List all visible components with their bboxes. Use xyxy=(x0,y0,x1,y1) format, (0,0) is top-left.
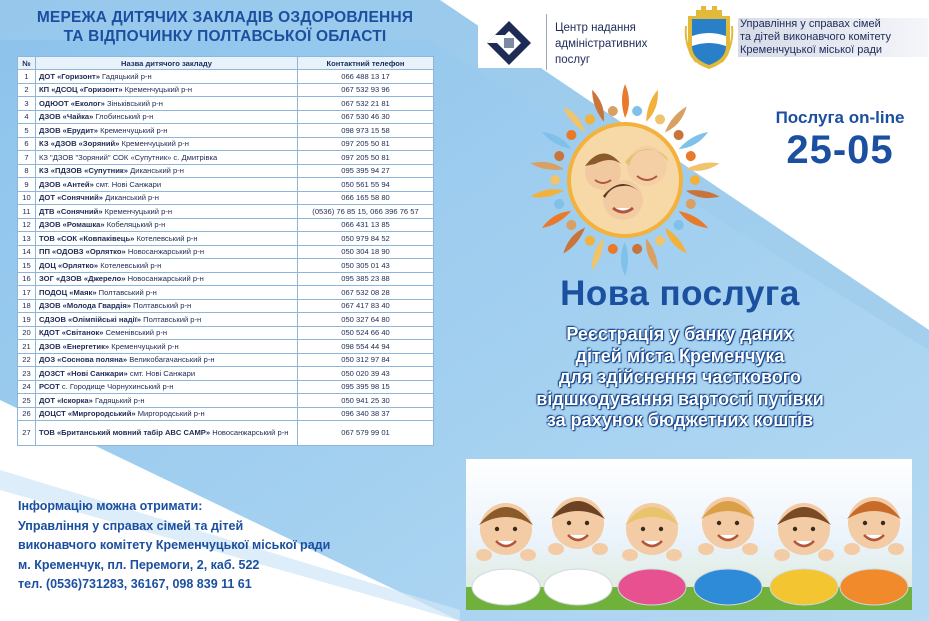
row-name xyxy=(36,164,298,178)
row-phone: 067 532 08 28 xyxy=(298,286,434,300)
row-name-rest: Великобагачанський р-н xyxy=(127,355,215,365)
row-name xyxy=(36,97,298,111)
row-name-bold: ТОВ «Британський мовний табір ABC CAMP» xyxy=(39,428,211,437)
row-num: 17 xyxy=(18,286,36,300)
row-phone: (0536) 76 85 15, 066 396 76 57 xyxy=(298,205,434,219)
row-name-bold: ДЗОВ «Ромашка» xyxy=(39,220,105,230)
table-row xyxy=(18,124,434,138)
row-name-bold: ДЗОВ «Енергетик» xyxy=(39,341,110,351)
table-row xyxy=(18,340,434,354)
table-row xyxy=(18,299,434,313)
cnap-line-1: Центр надання xyxy=(555,22,636,34)
table-row xyxy=(18,191,434,205)
table-row xyxy=(18,232,434,246)
row-name-rest: Кобеляцький р-н xyxy=(104,220,166,230)
table-header-row xyxy=(18,57,434,70)
children-photo xyxy=(466,459,912,610)
sun-dot xyxy=(653,113,667,127)
row-name-rest: Кременчуцький р-н xyxy=(109,341,179,351)
row-name xyxy=(36,367,298,381)
table-row xyxy=(18,421,434,446)
row-name-bold: ДЗОВ «Чайка» xyxy=(39,112,94,122)
row-name xyxy=(36,286,298,300)
desc-line-2: дітей міста Кременчука xyxy=(575,345,785,366)
row-name-rest: Новосанжарський р-н xyxy=(125,274,204,284)
row-name-rest: Полтавський р-н xyxy=(141,314,202,324)
row-num: 22 xyxy=(18,353,36,367)
row-name xyxy=(36,83,298,97)
dept-line-3: Кременчуцької міської ради xyxy=(738,44,928,57)
row-num: 21 xyxy=(18,340,36,354)
row-phone: 050 312 97 84 xyxy=(298,353,434,367)
row-num: 12 xyxy=(18,218,36,232)
table-row xyxy=(18,70,434,84)
row-name-rest: Кременчуцький р-н xyxy=(102,206,173,216)
table-row xyxy=(18,380,434,394)
row-phone: 097 205 50 81 xyxy=(298,151,434,165)
row-num: 24 xyxy=(18,380,36,394)
row-name-rest: Зіньківський р-н xyxy=(104,98,163,108)
sun-ray xyxy=(686,160,721,173)
new-service-headline: Нова послуга xyxy=(560,274,800,313)
row-num: 11 xyxy=(18,205,36,219)
row-name-bold: ДЗОВ «Ерудит» xyxy=(39,125,98,135)
row-phone: 066 431 13 85 xyxy=(298,218,434,232)
sun-dot xyxy=(684,150,697,163)
dept-line-1: Управління у справах сімей xyxy=(738,18,928,31)
sun-ray xyxy=(561,104,588,135)
row-name xyxy=(36,245,298,259)
row-name-bold: ТОВ «СОК «Ковпаківець» xyxy=(39,233,135,243)
row-name-bold: ДОЦСТ «Миргородський» xyxy=(39,409,136,419)
row-phone: 050 305 01 43 xyxy=(298,259,434,273)
row-num: 8 xyxy=(18,164,36,178)
row-name-bold: КП «ДСОЦ «Горизонт» xyxy=(39,85,123,95)
table-row xyxy=(18,407,434,421)
row-name-rest: Семенівський р-н xyxy=(103,328,168,338)
row-name-bold: ДЗОВ «Молода Гвардія» xyxy=(39,301,132,311)
table-row xyxy=(18,272,434,286)
cnap-name xyxy=(555,20,680,68)
row-phone: 067 417 83 40 xyxy=(298,299,434,313)
row-name-bold: КЗ «ДЗОВ «Зоряний» xyxy=(39,139,120,149)
row-name xyxy=(36,259,298,273)
sun-dot xyxy=(690,175,700,185)
table-body xyxy=(18,70,434,446)
row-phone: 066 488 13 17 xyxy=(298,70,434,84)
row-phone: 067 530 46 30 xyxy=(298,110,434,124)
row-num: 15 xyxy=(18,259,36,273)
row-num: 7 xyxy=(18,151,36,165)
row-name-rest: с. Городище Чорнухинський р-н xyxy=(59,382,174,392)
row-name-rest: Глобинський р-н xyxy=(93,112,154,122)
row-name-bold: ДОТ «Сонячний» xyxy=(39,193,103,203)
contact-info xyxy=(18,497,418,595)
row-name-bold: ДОЗСТ «Нові Санжари» xyxy=(39,368,128,378)
row-num: 4 xyxy=(18,110,36,124)
row-phone: 095 385 23 88 xyxy=(298,272,434,286)
sun-ray xyxy=(622,84,629,118)
sun-with-children-icon xyxy=(525,80,725,285)
header-name: Назва дитячого закладу xyxy=(36,57,298,70)
table-row xyxy=(18,218,434,232)
table-row xyxy=(18,286,434,300)
row-name-rest: смт. Нові Санжари xyxy=(93,179,162,189)
row-name-rest: Диканський р-н xyxy=(102,193,159,203)
row-name-rest: Кременчуцький р-н xyxy=(119,139,189,149)
sun-ray xyxy=(560,225,587,256)
table-row xyxy=(18,83,434,97)
desc-line-3: для здійснення часткового xyxy=(558,367,802,387)
row-name xyxy=(36,272,298,286)
row-name xyxy=(36,191,298,205)
row-name xyxy=(36,340,298,354)
sun-ray xyxy=(685,188,720,201)
row-name-bold: КДОТ «Світанок» xyxy=(39,328,104,338)
row-name-rest: Кременчуцький р-н xyxy=(97,125,168,135)
row-name xyxy=(36,421,298,446)
sun-ray xyxy=(530,187,565,200)
row-name-bold: ОДЮОТ «Еколог» xyxy=(39,98,105,108)
row-phone: 050 941 25 30 xyxy=(298,394,434,408)
city-coat-of-arms-icon xyxy=(684,6,734,70)
row-name xyxy=(36,232,298,246)
table-row xyxy=(18,245,434,259)
row-phone: 050 979 84 52 xyxy=(298,232,434,246)
cnap-line-2: адміністративних xyxy=(555,38,648,50)
table-row xyxy=(18,137,434,151)
sun-dot xyxy=(553,150,566,163)
sun-dot xyxy=(672,218,686,232)
row-name xyxy=(36,124,298,138)
table-row xyxy=(18,353,434,367)
row-num: 1 xyxy=(18,70,36,84)
sun-ray xyxy=(662,226,689,257)
info-line-1: Інформацію можна отримати: xyxy=(18,499,203,513)
table-row xyxy=(18,151,434,165)
row-phone: 098 554 44 94 xyxy=(298,340,434,354)
table-row xyxy=(18,313,434,327)
row-name xyxy=(36,205,298,219)
row-name xyxy=(36,218,298,232)
row-phone: 067 579 99 01 xyxy=(298,421,434,446)
cnap-separator xyxy=(546,14,547,70)
table-row xyxy=(18,164,434,178)
row-num: 14 xyxy=(18,245,36,259)
row-name xyxy=(36,110,298,124)
row-phone: 095 395 98 15 xyxy=(298,380,434,394)
header-phone: Контактний телефон xyxy=(298,57,434,70)
row-phone: 098 973 15 58 xyxy=(298,124,434,138)
sun-dot xyxy=(684,198,697,211)
sun-dot xyxy=(631,105,643,117)
row-name-bold: КЗ «ПДЗОВ «Супутник» xyxy=(39,166,128,176)
row-name xyxy=(36,326,298,340)
row-name-bold: ПОДОЦ «Маяк» xyxy=(39,287,97,297)
row-num: 25 xyxy=(18,394,36,408)
row-name-bold: ДОТ «Іскорка» xyxy=(39,395,93,405)
row-num: 19 xyxy=(18,313,36,327)
row-phone: 067 532 21 81 xyxy=(298,97,434,111)
sun-dot xyxy=(631,243,643,255)
sun-dot xyxy=(564,218,578,232)
row-phone: 050 304 18 90 xyxy=(298,245,434,259)
table-row xyxy=(18,110,434,124)
row-name xyxy=(36,299,298,313)
row-num: 13 xyxy=(18,232,36,246)
camps-table xyxy=(17,56,434,446)
desc-line-4: відшкодування вартості путівки xyxy=(536,388,824,409)
row-num: 3 xyxy=(18,97,36,111)
row-name-bold: ДОЦ «Орлятко» xyxy=(39,260,99,270)
row-phone: 096 340 38 37 xyxy=(298,407,434,421)
row-phone: 067 532 93 96 xyxy=(298,83,434,97)
row-name-rest: Полтавський р-н xyxy=(131,301,192,311)
sun-dot xyxy=(553,198,566,211)
online-service-number: 25-05 xyxy=(786,128,894,172)
row-num: 27 xyxy=(18,421,36,446)
row-name-rest: смт. Нові Санжари xyxy=(127,368,196,378)
sun-dot xyxy=(653,234,667,248)
row-name-rest: Полтавський р-н xyxy=(96,287,157,297)
desc-line-5: за рахунок бюджетних коштів xyxy=(546,410,814,430)
row-name-rest: Миргородський р-н xyxy=(135,409,205,419)
cnap-line-3: послуг xyxy=(555,54,591,66)
table-row xyxy=(18,205,434,219)
sun-dot xyxy=(583,234,597,248)
row-name-rest: Котелевський р-н xyxy=(98,260,162,270)
desc-line-1: Реєстрація у банку даних xyxy=(566,324,794,344)
row-name-rest: Гадяцький р-н xyxy=(92,395,145,405)
row-phone: 050 524 66 40 xyxy=(298,326,434,340)
row-num: 10 xyxy=(18,191,36,205)
row-num: 2 xyxy=(18,83,36,97)
row-name-rest: Диканський р-н xyxy=(127,166,184,176)
row-num: 23 xyxy=(18,367,36,381)
row-num: 9 xyxy=(18,178,36,192)
row-name-rest: Котелевський р-н xyxy=(134,233,198,243)
header-num: № xyxy=(18,57,36,70)
sun-ray xyxy=(663,105,690,136)
row-name-bold: ЗОГ «ДЗОВ «Джерело» xyxy=(39,274,126,284)
online-service-label: Послуга on-line xyxy=(775,108,905,127)
title-line-2: ТА ВІДПОЧИНКУ ПОЛТАВСЬКОЇ ОБЛАСТІ xyxy=(63,28,387,45)
row-name xyxy=(36,178,298,192)
info-line-5: тел. (0536)731283, 36167, 098 839 11 61 xyxy=(18,577,252,591)
row-num: 6 xyxy=(18,137,36,151)
table-row xyxy=(18,178,434,192)
sun-dot xyxy=(583,113,597,127)
sun-ray xyxy=(530,159,565,172)
row-phone: 097 205 50 81 xyxy=(298,137,434,151)
table-row xyxy=(18,97,434,111)
table-row xyxy=(18,259,434,273)
row-name-bold: РСОТ xyxy=(39,382,60,392)
row-num: 16 xyxy=(18,272,36,286)
row-name xyxy=(36,353,298,367)
sun-dot xyxy=(607,243,619,255)
row-name-bold: ПП «ОДОВЗ «Орлятко» xyxy=(39,247,126,257)
row-num: 26 xyxy=(18,407,36,421)
table-row xyxy=(18,367,434,381)
row-name xyxy=(36,313,298,327)
row-name xyxy=(36,70,298,84)
row-name-rest: Новосанжарський р-н xyxy=(125,247,205,257)
row-phone: 050 561 55 94 xyxy=(298,178,434,192)
network-title xyxy=(20,8,430,46)
row-name xyxy=(36,380,298,394)
title-line-1: МЕРЕЖА ДИТЯЧИХ ЗАКЛАДІВ ОЗДОРОВЛЕННЯ xyxy=(36,9,414,26)
department-name xyxy=(738,18,928,57)
info-line-2: Управління у справах сімей та дітей xyxy=(18,518,244,533)
row-phone: 050 020 39 43 xyxy=(298,367,434,381)
sun-dot xyxy=(672,128,686,142)
row-phone: 095 395 94 27 xyxy=(298,164,434,178)
info-line-4: м. Кременчук, пл. Перемоги, 2, каб. 522 xyxy=(18,557,260,572)
row-name xyxy=(36,407,298,421)
row-num: 18 xyxy=(18,299,36,313)
row-num: 20 xyxy=(18,326,36,340)
row-name-rest: Кременчуцький р-н xyxy=(122,85,193,95)
row-phone: 050 327 64 80 xyxy=(298,313,434,327)
table-row xyxy=(18,326,434,340)
info-line-3: виконавчого комітету Кременчуцької міської ради xyxy=(18,538,331,552)
row-num: 5 xyxy=(18,124,36,138)
row-name-bold: ДОТ «Горизонт» xyxy=(39,71,100,81)
row-name xyxy=(36,137,298,151)
sun-dot xyxy=(550,175,560,185)
row-name xyxy=(36,151,298,165)
row-name-rest: КЗ "ДЗОВ "Зоряний" СОК «Супутник» с. Дмитрівка xyxy=(39,152,218,162)
row-name-bold: ДЗОВ «Антей» xyxy=(39,179,94,189)
sun-dot xyxy=(564,128,578,142)
sun-ray xyxy=(621,242,628,276)
row-name-rest: Новосанжарський р-н xyxy=(210,428,289,437)
row-name xyxy=(36,394,298,408)
sun-dot xyxy=(607,105,619,117)
dept-line-2: та дітей виконавчого комітету xyxy=(738,31,928,44)
row-name-bold: ДТВ «Сонячний» xyxy=(39,206,103,216)
row-name-rest: Гадяцький р-н xyxy=(99,71,152,81)
row-name-bold: ДОЗ «Соснова поляна» xyxy=(39,355,128,365)
service-description xyxy=(470,324,890,432)
row-name-bold: СДЗОВ «Олімпійські надії» xyxy=(39,314,142,324)
table-row xyxy=(18,394,434,408)
row-phone: 066 165 58 80 xyxy=(298,191,434,205)
